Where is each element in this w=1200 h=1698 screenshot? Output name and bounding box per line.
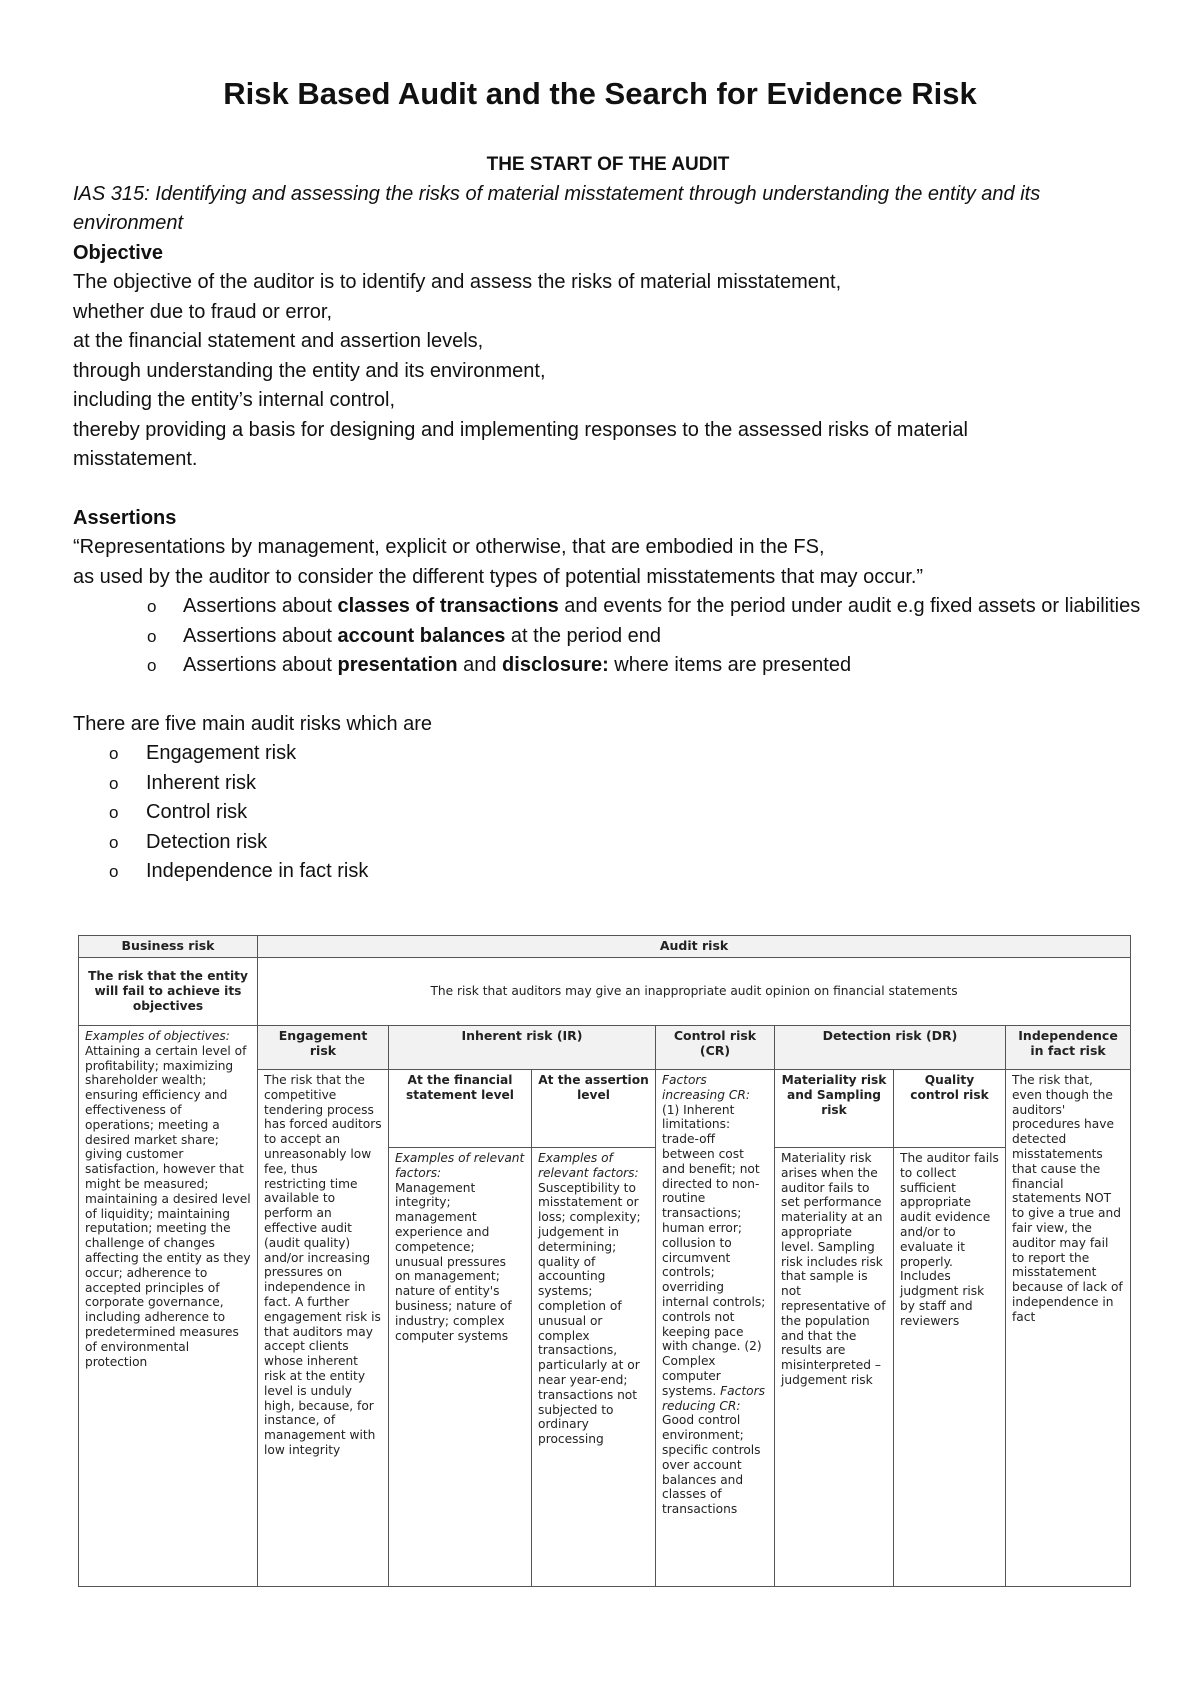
assertions-heading: Assertions — [73, 506, 177, 529]
independence-risk-text: The risk that, even though the auditors' procedures have detected misstatements that cause the financial statements NOT to give a true and fair view, the auditor may fail to report the misstatement because of lack of independence in fact — [1006, 1070, 1131, 1587]
item-text: at the period end — [505, 624, 662, 647]
ir-assertion-level-examples: Examples of relevant factors: Susceptibility to misstatement or loss; complexity; judgement in determining; quality of accounting systems; completion of unusual or complex transactions, particularly at or near year-end; transactions not subjected to ordinary processing — [532, 1148, 656, 1587]
list-item — [73, 769, 1143, 799]
assertions-quote-line: “Representations by management, explicit or otherwise, that are embodied in the FS, — [73, 536, 825, 558]
objective-line: whether due to fraud or error, — [73, 300, 333, 323]
item-text: Assertions about — [183, 654, 338, 676]
audit-risk-definition: The risk that auditors may give an inappropriate audit opinion on financial statements — [258, 958, 1131, 1026]
document-body — [73, 150, 1143, 887]
list-item — [73, 828, 1143, 858]
objective-line: The objective of the auditor is to identify and assess the risks of material misstatement, — [73, 271, 842, 293]
list-item — [73, 798, 1143, 828]
item-text: Engagement risk — [146, 742, 297, 764]
standard-line: IAS 315: Identifying and assessing the risks of material misstatement through understanding the entity and its environment — [73, 182, 1041, 234]
document-title: Risk Based Audit and the Search for Evidence Risk — [223, 76, 977, 111]
bullet-marker: o — [109, 803, 119, 822]
business-risk-examples: Examples of objectives: Attaining a certain level of profitability; maximizing shareholder wealth; ensuring efficiency and effectiveness of operations; meeting a desired market share; giving customer satisfaction, however that might be measured; maintaining a desired level of liquidity; maintaining reputation; meeting the challenge of changes affecting the entity as they occur; adherence to accepted principles of corporate governance, including adherence to predetermined measures of environmental protection — [79, 1026, 258, 1587]
bullet-marker: o — [147, 597, 157, 616]
bullet-marker: o — [109, 862, 119, 881]
bullet-marker: o — [147, 656, 157, 675]
assertions-quote-line: as used by the auditor to consider the different types of potential misstatements that may occur.” — [73, 565, 924, 588]
engagement-risk-text: The risk that the competitive tendering process has forced auditors to accept an unreasonably low fee, thus restricting time available to perform an effective audit (audit quality) and/or increasing pressures on independence in fact. A further engagement risk is that auditors may accept clients whose inherent risk at the entity level is unduly high, because, for instance, of management with low integrity — [258, 1070, 389, 1587]
objective-line: at the financial statement and assertion levels, — [73, 330, 484, 352]
item-text: Assertions about — [183, 624, 338, 647]
ir-fs-level-examples: Examples of relevant factors: Management integrity; management experience and competence; unusual pressures on management; nature of entity's business; nature of industry; complex computer systems — [389, 1148, 532, 1587]
item-bold-text: presentation — [337, 654, 458, 676]
item-text: Inherent risk — [146, 771, 257, 794]
risk-table — [78, 935, 1130, 1587]
list-item — [73, 739, 1143, 769]
list-item — [73, 592, 1143, 622]
item-text: and events for the period under audit e.g fixed assets or liabilities — [558, 595, 1141, 617]
objective-line: through understanding the entity and its environment, — [73, 359, 546, 382]
item-text: Independence in fact risk — [146, 860, 369, 882]
item-text: Detection risk — [146, 830, 268, 853]
item-bold-text: account balances — [337, 624, 506, 647]
business-risk-definition: The risk that the entity will fail to achieve its objectives — [79, 958, 258, 1026]
assertions-list — [73, 592, 1143, 681]
bullet-marker: o — [147, 626, 157, 646]
ir-fs-level-header: At the financial statement level — [389, 1070, 532, 1148]
dr-quality-text: The auditor fails to collect sufficient appropriate audit evidence and/or to evaluate it properly. Includes judgment risk by staff and reviewers — [894, 1148, 1006, 1587]
dr-materiality-header: Materiality risk and Sampling risk — [775, 1070, 894, 1148]
inherent-risk-header: Inherent risk (IR) — [389, 1026, 656, 1070]
objective-line: thereby providing a basis for designing and implementing responses to the assessed risks of material misstatement. — [73, 418, 968, 470]
audit-risk-header: Audit risk — [258, 936, 1131, 958]
item-text: Assertions about — [183, 595, 338, 617]
item-text: Control risk — [146, 801, 248, 823]
business-risk-header: Business risk — [79, 936, 258, 958]
detection-risk-header: Detection risk (DR) — [775, 1026, 1006, 1070]
item-text: where items are presented — [608, 654, 852, 676]
audit-risks-list — [73, 739, 1143, 887]
audit-risks-intro: There are five main audit risks which are — [73, 712, 433, 735]
independence-risk-header: Independence in fact risk — [1006, 1026, 1131, 1070]
item-bold-text: disclosure: — [502, 654, 609, 676]
dr-materiality-text: Materiality risk arises when the auditor fails to set performance materiality at an appropriate level. Sampling risk includes risk that sample is not representative of the population and that the results are misinterpreted – judgement risk — [775, 1148, 894, 1587]
engagement-risk-header: Engagement risk — [258, 1026, 389, 1070]
list-item — [73, 651, 1143, 681]
control-risk-text: Factors increasing CR: (1) Inherent limitations: trade-off between cost and benefit; not directed to non-routine transactions; human error; collusion to circumvent controls; overriding internal controls; controls not keeping pace with change. (2) Complex computer systems. Factors reducing CR: Good control environment; specific controls over account balances and classes of transactions — [656, 1070, 775, 1587]
section-heading: THE START OF THE AUDIT — [486, 154, 730, 175]
dr-quality-header: Quality control risk — [894, 1070, 1006, 1148]
control-risk-header: Control risk (CR) — [656, 1026, 775, 1070]
bullet-marker: o — [109, 832, 119, 852]
bullet-marker: o — [109, 744, 119, 763]
objective-heading: Objective — [73, 241, 164, 264]
objective-line: including the entity’s internal control, — [73, 389, 396, 411]
item-bold-text: classes of transactions — [337, 595, 559, 617]
bullet-marker: o — [109, 773, 119, 793]
list-item — [73, 622, 1143, 652]
list-item — [73, 857, 1143, 887]
item-text: and — [457, 654, 503, 676]
ir-assertion-level-header: At the assertion level — [532, 1070, 656, 1148]
